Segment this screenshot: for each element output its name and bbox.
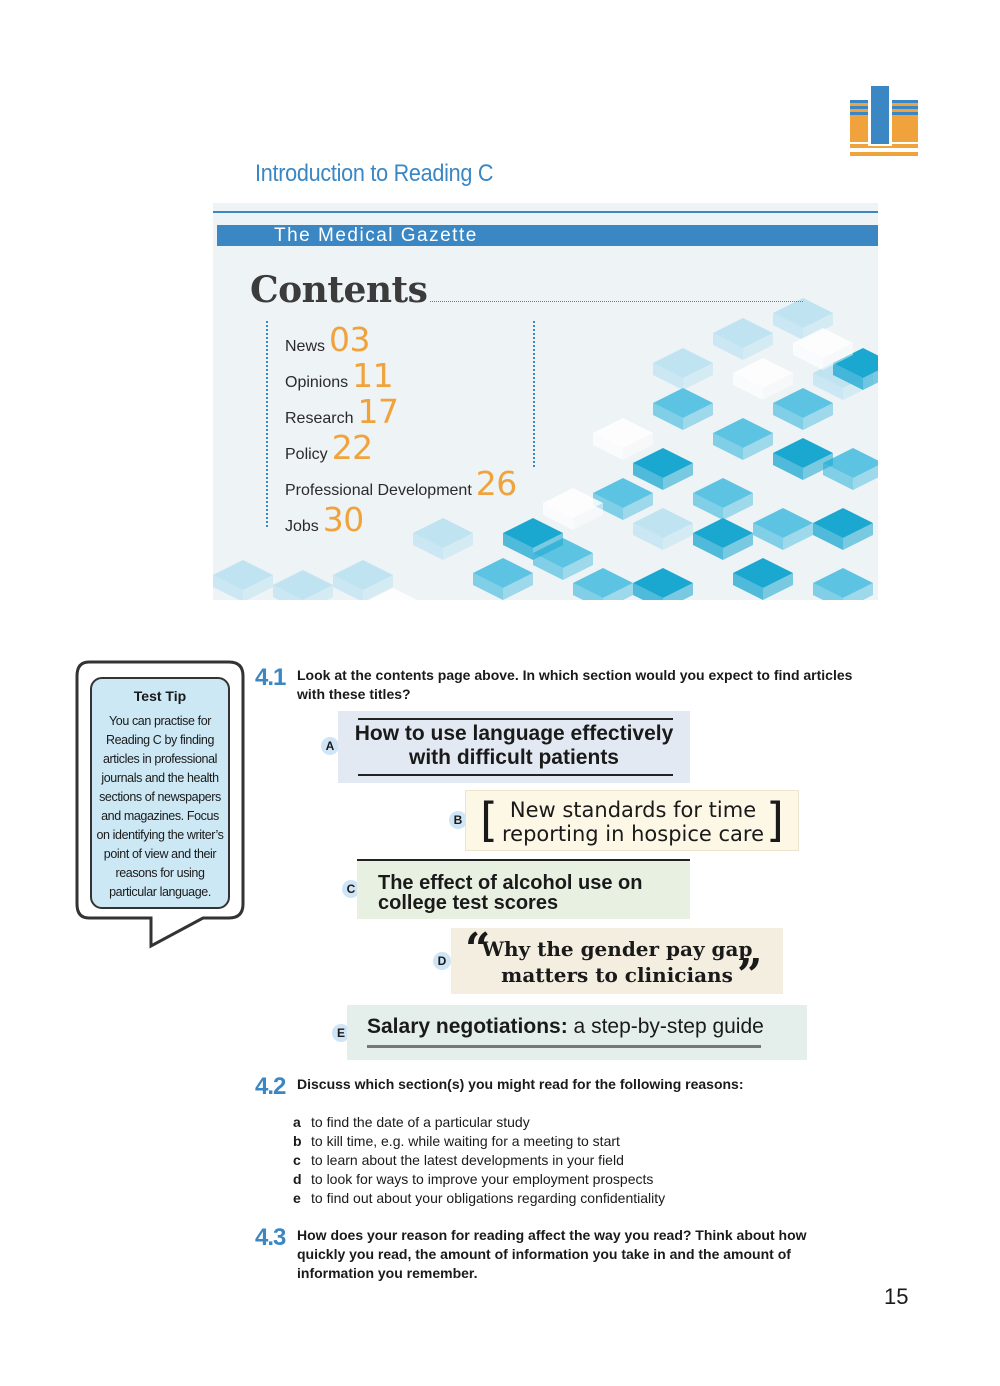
headline-text [451,936,783,988]
headline-e [347,1005,807,1060]
list-item [293,1151,665,1170]
toc-label: News [285,338,326,355]
open-bracket-icon: [ [480,793,498,847]
instruction-line: quickly you read, the amount of information you take in and the amount of [297,1246,791,1262]
headline-d [451,924,783,1001]
item-text: to learn about the latest developments in your field [311,1152,624,1168]
toc-page: 11 [352,356,394,395]
gazette-contents-panel [213,203,878,600]
headline-text [378,873,642,913]
toc-page: 30 [322,500,364,539]
headline-line: New standards for time [509,798,757,822]
headline-line: Why the gender pay gap [481,937,753,961]
headline-b [465,790,799,851]
item-text: to look for ways to improve your employment prospects [311,1171,654,1187]
exercise-instruction: Discuss which section(s) you might read for the following reasons: [297,1076,744,1092]
instruction-line: How does your reason for reading affect the way you read? Think about how [297,1227,807,1243]
close-quote-icon: ” [737,950,763,1001]
exercise-number: 4.2 [255,1073,286,1100]
headline-text [466,798,800,846]
toc-item [285,500,517,539]
toc-left-rule [266,321,268,527]
item-key: c [293,1152,301,1168]
contents-rule [430,301,803,302]
item-text: to find the date of a particular study [311,1114,530,1130]
toc-page: 17 [357,392,399,431]
rule [357,859,690,861]
open-quote-icon: “ [465,924,491,975]
headline-line: The effect of alcohol use on [378,872,643,894]
item-key: b [293,1133,302,1149]
test-tip [90,677,230,909]
headline-light: a step-by-step guide [567,1015,764,1038]
toc-item [285,464,517,503]
exercise-number: 4.3 [255,1224,286,1251]
toc-item [285,428,517,467]
toc-page: 26 [475,464,517,503]
masthead: The Medical Gazette [217,225,878,246]
item-key: e [293,1190,301,1206]
rule [367,1045,761,1048]
item-key: a [293,1114,301,1130]
list-item [293,1170,665,1189]
headline-c [357,859,690,919]
exercise-instruction [297,1226,807,1283]
list-item [293,1189,665,1208]
top-rule [213,211,878,213]
rule [358,774,673,776]
headline-letter: B [449,811,467,829]
headline-letter: A [321,737,339,755]
headline-text [338,722,690,770]
rule [358,718,673,720]
headline-letter: C [342,880,360,898]
exercise-instruction [297,666,852,704]
toc-label: Opinions [285,374,349,391]
item-key: d [293,1171,302,1187]
item-text: to kill time, e.g. while waiting for a meeting to start [311,1133,620,1149]
toc-item [285,392,517,431]
headline-line: with difficult patients [409,746,619,769]
close-bracket-icon: ] [766,793,784,847]
headline-bold: Salary negotiations: [367,1015,568,1038]
table-of-contents [285,320,517,539]
headline-line: matters to clinicians [501,963,733,987]
exercise-number: 4.1 [255,664,286,691]
item-text: to find out about your obligations regarding confidentiality [311,1190,666,1206]
list-item [293,1113,665,1132]
toc-page: 03 [329,320,371,359]
headline-letter: D [433,952,451,970]
headline-line: How to use language effectively [354,722,674,745]
unit-badge [850,82,918,158]
headline-line: college test scores [378,892,559,914]
instruction-line: information you remember. [297,1265,478,1281]
contents-heading: Contents [250,269,428,311]
toc-label: Research [285,410,354,427]
toc-page: 22 [331,428,373,467]
test-tip-title: Test Tip [133,688,187,704]
page-number: 15 [884,1284,909,1309]
instruction-line: Look at the contents page above. In which section would you expect to find articles [297,667,853,683]
headline-text [367,1014,764,1040]
toc-label: Professional Development [285,482,472,499]
headline-line: reporting in hospice care [501,822,765,846]
toc-label: Jobs [285,518,319,535]
instruction-line: with these titles? [297,686,411,702]
reasons-list [293,1113,665,1208]
section-title: Introduction to Reading C [255,160,494,187]
toc-item [285,320,517,359]
toc-right-rule [533,321,535,467]
headline-a [338,711,690,783]
toc-label: Policy [285,446,328,463]
headline-letter: E [332,1024,350,1042]
test-tip-text: You can practise for Reading C by finding articles in professional journals and the health sections of newspapers and magazines. Focus on identifying the writer’s point of view and their reasons for using particular language. [96,714,224,899]
list-item [293,1132,665,1151]
toc-item [285,356,517,395]
